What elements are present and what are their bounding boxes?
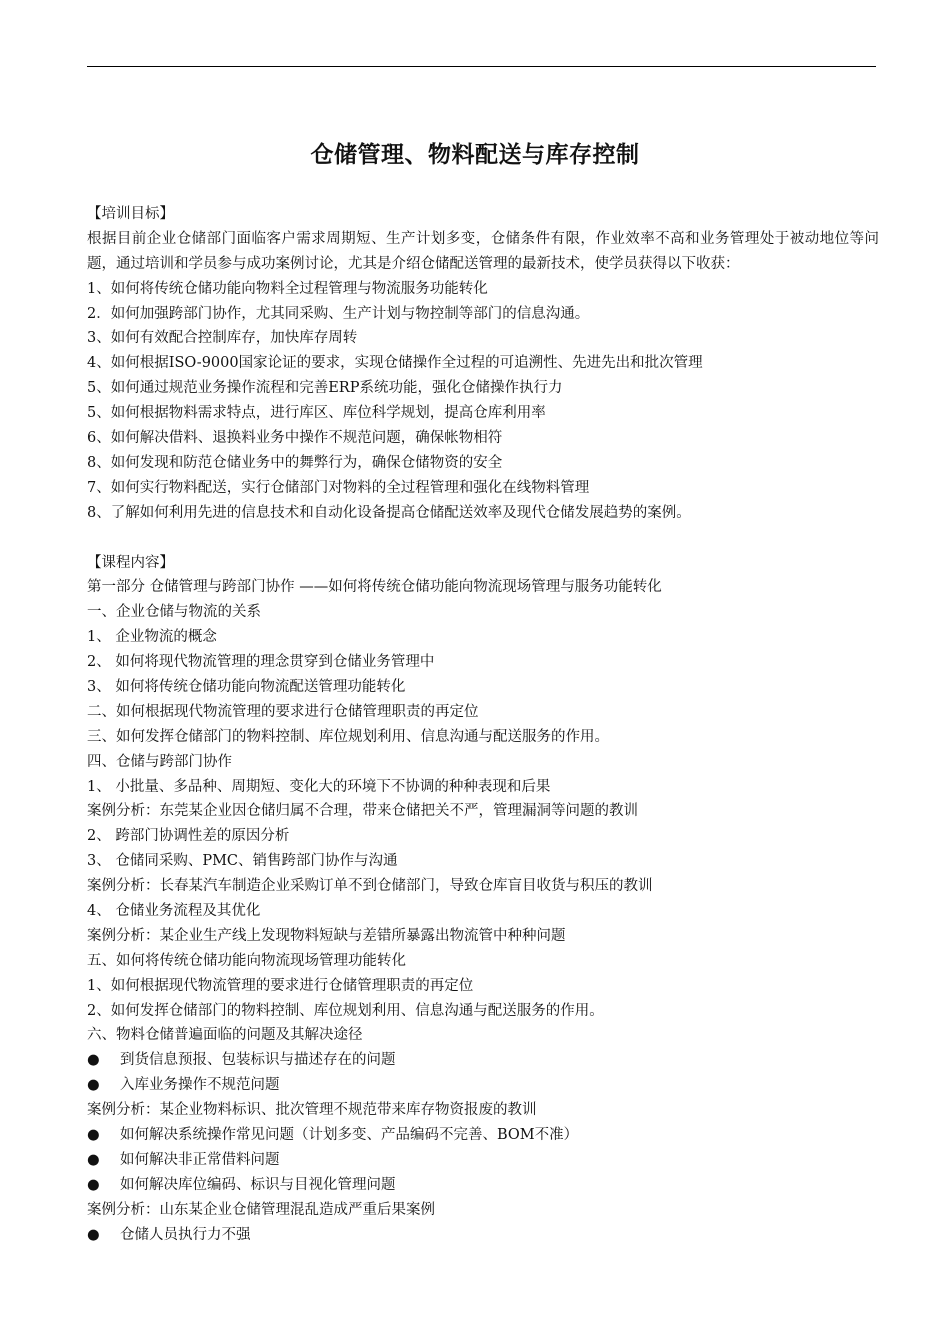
course-line-text: 二、如何根据现代物流管理的要求进行仓储管理职责的再定位 <box>87 703 479 720</box>
course-line-text: 如何解决非正常借料问题 <box>120 1151 280 1168</box>
course-line-text: 五、如何将传统仓储功能向物流现场管理功能转化 <box>87 952 406 969</box>
course-content-list <box>87 575 879 1247</box>
course-line-text: 1、 企业物流的概念 <box>87 629 217 646</box>
course-line <box>87 700 879 725</box>
training-goal-item: 5、如何根据物料需求特点，进行库区、库位科学规划，提高仓库利用率 <box>87 405 546 422</box>
training-goals-list <box>87 277 879 526</box>
document-title: 仓储管理、物料配送与库存控制 <box>310 142 640 168</box>
course-line <box>87 849 879 874</box>
bullet-list-item <box>87 1148 879 1173</box>
course-line <box>87 949 879 974</box>
course-line-text: 1、 小批量、多品种、周期短、变化大的环境下不协调的种种表现和后果 <box>87 778 551 795</box>
course-line <box>87 1023 879 1048</box>
bullet-icon: ● <box>87 1226 100 1243</box>
course-line-text: 六、物料仓储普遍面临的问题及其解决途径 <box>87 1027 363 1044</box>
document-body <box>87 202 879 1247</box>
course-line <box>87 874 879 899</box>
course-line-text: 3、 如何将传统仓储功能向物流配送管理功能转化 <box>87 678 406 695</box>
course-line-text: 四、仓储与跨部门协作 <box>87 753 232 770</box>
course-line <box>87 924 879 949</box>
bullet-list-item <box>87 1123 879 1148</box>
training-goal-item: 7、如何实行物料配送，实行仓储部门对物料的全过程管理和强化在线物料管理 <box>87 479 590 496</box>
course-line <box>87 899 879 924</box>
course-line-text: 2、如何发挥仓储部门的物料控制、库位规划利用、信息沟通与配送服务的作用。 <box>87 1002 604 1019</box>
course-line-text: 第一部分 仓储管理与跨部门协作 ——如何将传统仓储功能向物流现场管理与服务功能转化 <box>87 579 662 596</box>
training-goal-item: 4、如何根据ISO-9000国家论证的要求，实现仓储操作全过程的可追溯性、先进先出和批次管理 <box>87 355 703 372</box>
course-line-text: 案例分析：长春某汽车制造企业采购订单不到仓储部门，导致仓库盲目收货与积压的教训 <box>87 878 653 895</box>
bullet-list-item <box>87 1223 879 1248</box>
section-spacer <box>87 526 879 551</box>
bullet-list-item <box>87 1073 879 1098</box>
bullet-icon: ● <box>87 1077 100 1094</box>
course-line <box>87 625 879 650</box>
course-line <box>87 999 879 1024</box>
training-goal-item: 8、如何发现和防范仓储业务中的舞弊行为，确保仓储物资的安全 <box>87 454 503 471</box>
course-line <box>87 600 879 625</box>
training-goal-item: 6、如何解决借料、退换料业务中操作不规范问题，确保帐物相符 <box>87 430 503 447</box>
course-line <box>87 575 879 600</box>
training-goal-item: 5、如何通过规范业务操作流程和完善ERP系统功能，强化仓储操作执行力 <box>87 380 563 397</box>
course-line <box>87 1198 879 1223</box>
training-goals-intro: 根据目前企业仓储部门面临客户需求周期短、生产计划多变，仓储条件有限，作业效率不高和业务管理处于被动地位等问题，通过培训和学员参与成功案例讨论，尤其是介绍仓储配送管理的最新技术，使学员获得以下收获： <box>87 230 879 272</box>
course-line-text: 案例分析：某企业生产线上发现物料短缺与差错所暴露出物流管中种种问题 <box>87 927 566 944</box>
course-line <box>87 750 879 775</box>
course-line-text: 案例分析：东莞某企业因仓储归属不合理，带来仓储把关不严，管理漏洞等问题的教训 <box>87 803 638 820</box>
training-goals-heading: 【培训目标】 <box>87 206 174 222</box>
course-line <box>87 974 879 999</box>
course-line <box>87 725 879 750</box>
training-goal-item: 3、如何有效配合控制库存，加快库存周转 <box>87 330 358 347</box>
course-line-text: 三、如何发挥仓储部门的物料控制、库位规划利用、信息沟通与配送服务的作用。 <box>87 728 609 745</box>
header-rule <box>87 66 876 67</box>
course-line-text: 仓储人员执行力不强 <box>120 1226 251 1243</box>
training-goal-item: 8、了解如何利用先进的信息技术和自动化设备提高仓储配送效率及现代仓储发展趋势的案例。 <box>87 504 691 521</box>
course-line-text: 入库业务操作不规范问题 <box>120 1077 280 1094</box>
course-line-text: 案例分析：某企业物料标识、批次管理不规范带来库存物资报废的教训 <box>87 1102 537 1119</box>
course-line <box>87 799 879 824</box>
course-line-text: 到货信息预报、包装标识与描述存在的问题 <box>120 1052 396 1069</box>
course-line <box>87 824 879 849</box>
training-goal-item: 2．如何加强跨部门协作，尤其同采购、生产计划与物控制等部门的信息沟通。 <box>87 305 590 322</box>
bullet-icon: ● <box>87 1052 100 1069</box>
course-line-text: 3、 仓储同采购、PMC、销售跨部门协作与沟通 <box>87 853 398 870</box>
bullet-icon: ● <box>87 1151 100 1168</box>
course-line-text: 2、 跨部门协调性差的原因分析 <box>87 828 290 845</box>
course-line-text: 1、如何根据现代物流管理的要求进行仓储管理职责的再定位 <box>87 977 474 994</box>
course-line <box>87 675 879 700</box>
bullet-list-item <box>87 1173 879 1198</box>
course-line-text: 案例分析：山东某企业仓储管理混乱造成严重后果案例 <box>87 1201 435 1218</box>
course-line-text: 4、 仓储业务流程及其优化 <box>87 902 261 919</box>
course-line-text: 2、 如何将现代物流管理的理念贯穿到仓储业务管理中 <box>87 654 435 671</box>
course-line <box>87 775 879 800</box>
course-content-heading: 【课程内容】 <box>87 554 174 571</box>
bullet-icon: ● <box>87 1126 100 1143</box>
bullet-icon: ● <box>87 1176 100 1193</box>
course-line <box>87 650 879 675</box>
course-line-text: 如何解决库位编码、标识与目视化管理问题 <box>120 1176 396 1193</box>
course-line-text: 如何解决系统操作常见问题（计划多变、产品编码不完善、BOM不准） <box>120 1126 579 1143</box>
training-goal-item: 1、如何将传统仓储功能向物料全过程管理与物流服务功能转化 <box>87 280 488 297</box>
course-line-text: 一、企业仓储与物流的关系 <box>87 604 261 621</box>
bullet-list-item <box>87 1048 879 1073</box>
course-line <box>87 1098 879 1123</box>
